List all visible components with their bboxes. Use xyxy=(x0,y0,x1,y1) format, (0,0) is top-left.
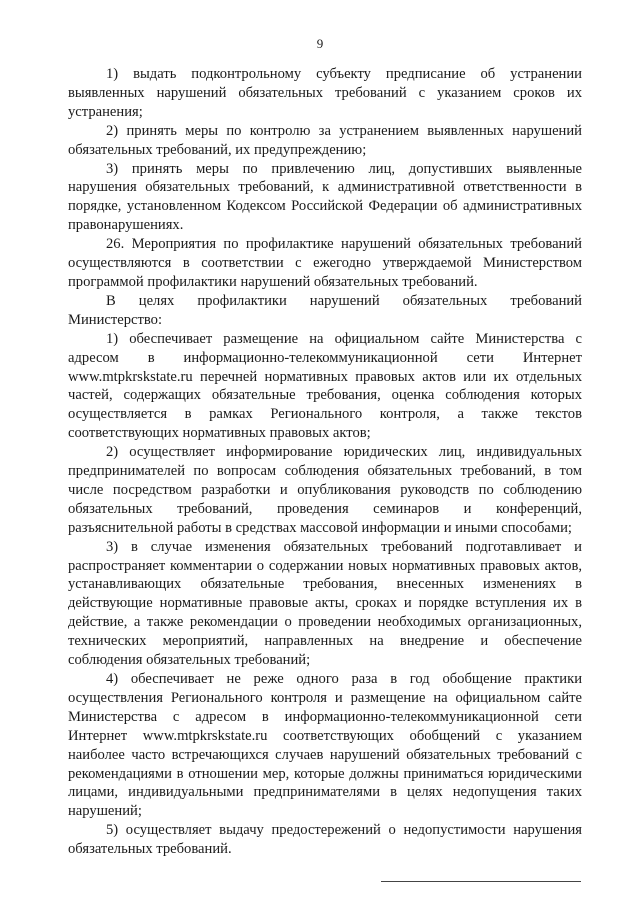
bottom-rule xyxy=(381,881,581,882)
paragraph-7: 2) осуществляет информирование юридических лиц, индивидуальных предпринимателей по вопросам соблюдения обязательных требований, в том числе посредством разработки и опубликования руководств по соблюдению обязательных требований, проведения семинаров и конференций, разъяснительной работы в средствах массовой информации и иными способами; xyxy=(68,444,582,536)
paragraph-4: 26. Мероприятия по профилактике нарушений обязательных требований осуществляются в соответствии с ежегодно утверждаемой Министерством программой профилактики нарушений обязательных требований. xyxy=(68,236,582,290)
paragraph-1: 1) выдать подконтрольному субъекту предписание об устранении выявленных нарушений обязательных требований с указанием сроков их устранения; xyxy=(68,66,582,120)
paragraph-8: 3) в случае изменения обязательных требований подготавливает и распространяет комментарии о содержании новых нормативных правовых актов, устанавливающих обязательные требования, внесенных изменениях в действующие нормативные правовые акты, сроках и порядке вступления их в действие, а также рекомендации о проведении необходимых организационных, технических мероприятий, направленных на внедрение и обеспечение соблюдения обязательных требований; xyxy=(68,538,582,669)
paragraph-3: 3) принять меры по привлечению лиц, допустивших выявленные нарушения обязательных требований, к административной ответственности в порядке, установленном Кодексом Российской Федерации об административных правонарушениях. xyxy=(68,160,582,234)
paragraph-5: В целях профилактики нарушений обязательных требований Министерство: xyxy=(68,292,582,328)
paragraph-9: 4) обеспечивает не реже одного раза в год обобщение практики осуществления Регионального контроля и размещение на официальном сайте Министерства с адресом в информационно-телекоммуникационной сети Интернет www.mtpkrskstate.ru соответствующих обобщений с указанием наиболее часто встречающихся случаев нарушений обязательных требований с рекомендациями в отношении мер, которые должны приниматься юридическими лицами, индивидуальными предпринимателями в целях недопущения таких нарушений; xyxy=(68,671,582,820)
paragraph-6: 1) обеспечивает размещение на официальном сайте Министерства с адресом в информационно-телекоммуникационной сети Интернет www.mtpkrskstate.ru перечней нормативных правовых актов или их отдельных частей, содержащих обязательные требования, оценка соблюдения которых осуществляется в рамках Регионального контроля, а также текстов соответствующих нормативных правовых актов; xyxy=(68,330,582,442)
paragraph-10: 5) осуществляет выдачу предостережений о недопустимости нарушения обязательных требований. xyxy=(68,822,582,858)
document-body xyxy=(68,65,582,859)
page-number: 9 xyxy=(316,36,324,51)
paragraph-2: 2) принять меры по контролю за устранением выявленных нарушений обязательных требований, их предупреждению; xyxy=(68,122,582,158)
